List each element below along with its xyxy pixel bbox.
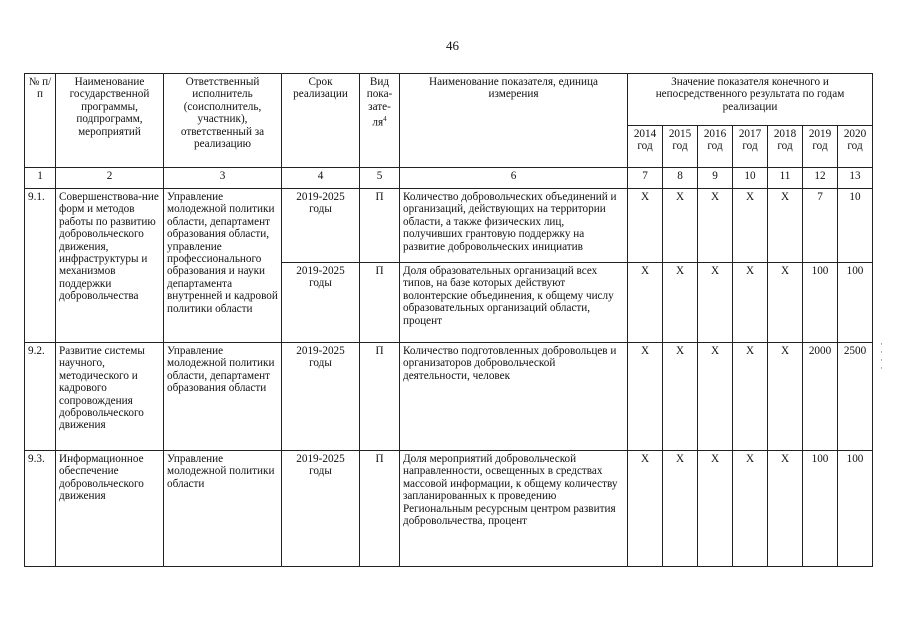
indicator-value: Х bbox=[768, 263, 803, 343]
indicator-value: Х bbox=[628, 189, 663, 263]
column-number-cell: 4 bbox=[282, 168, 360, 189]
indicator-value: Х bbox=[698, 263, 733, 343]
header-kind-text: Вид пока-зате-ля bbox=[366, 76, 393, 129]
indicator-name: Доля мероприятий добровольческой направленности, освещенных в средствах массовой информации, к общему количеству запланированных к проведению Региональным ресурсным центром развития добровольчества, процент bbox=[400, 451, 628, 567]
column-number-cell: 1 bbox=[25, 168, 56, 189]
indicator-name: Количество подготовленных добровольцев и организаторов добровольческой деятельности, человек bbox=[400, 343, 628, 451]
header-indicator-name: Наименование показателя, единица измерения bbox=[400, 74, 628, 168]
indicator-value: 100 bbox=[838, 263, 873, 343]
header-responsible: Ответственный исполнитель (соисполнитель, участник), ответственный за реализацию bbox=[164, 74, 282, 168]
indicator-value: Х bbox=[733, 343, 768, 451]
column-number-cell: 12 bbox=[803, 168, 838, 189]
indicator-value: 100 bbox=[803, 451, 838, 567]
indicator-value: 10 bbox=[838, 189, 873, 263]
measure-name: Развитие системы научного, методического и кадрового сопровождения добровольческого движения bbox=[56, 343, 164, 451]
row-number: 9.2. bbox=[25, 343, 56, 451]
header-year-number: 2014 bbox=[633, 128, 657, 140]
indicator-kind: П bbox=[360, 263, 400, 343]
indicator-kind: П bbox=[360, 451, 400, 567]
indicator-value: Х bbox=[768, 451, 803, 567]
indicator-value: Х bbox=[628, 451, 663, 567]
indicator-value: Х bbox=[698, 451, 733, 567]
header-kind-footnote: 4 bbox=[383, 115, 387, 124]
header-year-number: 2018 bbox=[773, 128, 797, 140]
indicator-value: Х bbox=[733, 263, 768, 343]
header-year-unit: год bbox=[812, 140, 828, 153]
header-year-unit: год bbox=[707, 140, 723, 153]
indicator-value: Х bbox=[733, 189, 768, 263]
header-year-2016 bbox=[698, 126, 733, 168]
header-year-number: 2016 bbox=[703, 128, 727, 140]
page-number: 46 bbox=[446, 38, 459, 53]
indicator-value: Х bbox=[663, 263, 698, 343]
header-year-2020 bbox=[838, 126, 873, 168]
header-program-name: Наименование государственной программы, подпрограмм, мероприятий bbox=[56, 74, 164, 168]
header-year-2015 bbox=[663, 126, 698, 168]
column-number-cell: 3 bbox=[164, 168, 282, 189]
indicator-value: Х bbox=[628, 343, 663, 451]
indicator-value: 7 bbox=[803, 189, 838, 263]
indicator-value: Х bbox=[698, 189, 733, 263]
table-row bbox=[25, 189, 873, 263]
header-year-2018 bbox=[768, 126, 803, 168]
header-values-group: Значение показателя конечного и непосредственного результата по годам реализации bbox=[628, 74, 873, 126]
indicator-value: Х bbox=[733, 451, 768, 567]
header-year-number: 2020 bbox=[843, 128, 867, 140]
responsible-executor: Управление молодежной политики области bbox=[164, 451, 282, 567]
row-number: 9.1. bbox=[25, 189, 56, 343]
indicator-kind: П bbox=[360, 189, 400, 263]
indicator-value: 100 bbox=[803, 263, 838, 343]
header-period: Срок реализации bbox=[282, 74, 360, 168]
measure-name: Совершенствова-ние форм и методов работы по развитию добровольческого движения, инфраструктуры и механизмов поддержки добровольчества bbox=[56, 189, 164, 343]
margin-marks: · · · · bbox=[880, 339, 883, 373]
implementation-period: 2019-2025 годы bbox=[282, 451, 360, 567]
column-number-cell: 13 bbox=[838, 168, 873, 189]
responsible-executor: Управление молодежной политики области, департамент образования области, управление профессионального образования и науки департамента внутренней и кадровой политики области bbox=[164, 189, 282, 343]
header-year-number: 2015 bbox=[668, 128, 692, 140]
header-num: № п/п bbox=[25, 74, 56, 168]
indicator-value: Х bbox=[768, 343, 803, 451]
header-year-2019 bbox=[803, 126, 838, 168]
header-indicator-kind bbox=[360, 74, 400, 168]
implementation-period: 2019-2025 годы bbox=[282, 189, 360, 263]
indicator-name: Количество добровольческих объединений и организаций, действующих на территории области, а также физических лиц, получивших грантовую поддержку на развитие добровольческих инициатив bbox=[400, 189, 628, 263]
header-year-unit: год bbox=[777, 140, 793, 153]
implementation-period: 2019-2025 годы bbox=[282, 263, 360, 343]
indicator-table bbox=[24, 73, 873, 567]
implementation-period: 2019-2025 годы bbox=[282, 343, 360, 451]
column-number-cell: 5 bbox=[360, 168, 400, 189]
row-number: 9.3. bbox=[25, 451, 56, 567]
indicator-kind: П bbox=[360, 343, 400, 451]
header-year-2017 bbox=[733, 126, 768, 168]
responsible-executor: Управление молодежной политики области, департамент образования области bbox=[164, 343, 282, 451]
indicator-value: Х bbox=[698, 343, 733, 451]
indicator-value: 2500 bbox=[838, 343, 873, 451]
table-row bbox=[25, 451, 873, 567]
indicator-value: Х bbox=[628, 263, 663, 343]
indicator-value: Х bbox=[768, 189, 803, 263]
table-row bbox=[25, 343, 873, 451]
indicator-value: Х bbox=[663, 343, 698, 451]
column-number-cell: 10 bbox=[733, 168, 768, 189]
indicator-value: Х bbox=[663, 189, 698, 263]
column-number-cell: 7 bbox=[628, 168, 663, 189]
indicator-value: Х bbox=[663, 451, 698, 567]
column-number-cell: 8 bbox=[663, 168, 698, 189]
column-number-cell: 11 bbox=[768, 168, 803, 189]
measure-name: Информационное обеспечение добровольческого движения bbox=[56, 451, 164, 567]
header-year-unit: год bbox=[847, 140, 863, 153]
indicator-value: 100 bbox=[838, 451, 873, 567]
column-number-cell: 6 bbox=[400, 168, 628, 189]
header-year-number: 2017 bbox=[738, 128, 762, 140]
header-year-2014 bbox=[628, 126, 663, 168]
header-year-unit: год bbox=[637, 140, 653, 153]
header-year-number: 2019 bbox=[808, 128, 832, 140]
indicator-name: Доля образовательных организаций всех типов, на базе которых действуют волонтерские объединения, к общему числу образовательных организаций области, процент bbox=[400, 263, 628, 343]
column-number-cell: 2 bbox=[56, 168, 164, 189]
header-year-unit: год bbox=[742, 140, 758, 153]
column-number-cell: 9 bbox=[698, 168, 733, 189]
indicator-value: 2000 bbox=[803, 343, 838, 451]
header-year-unit: год bbox=[672, 140, 688, 153]
